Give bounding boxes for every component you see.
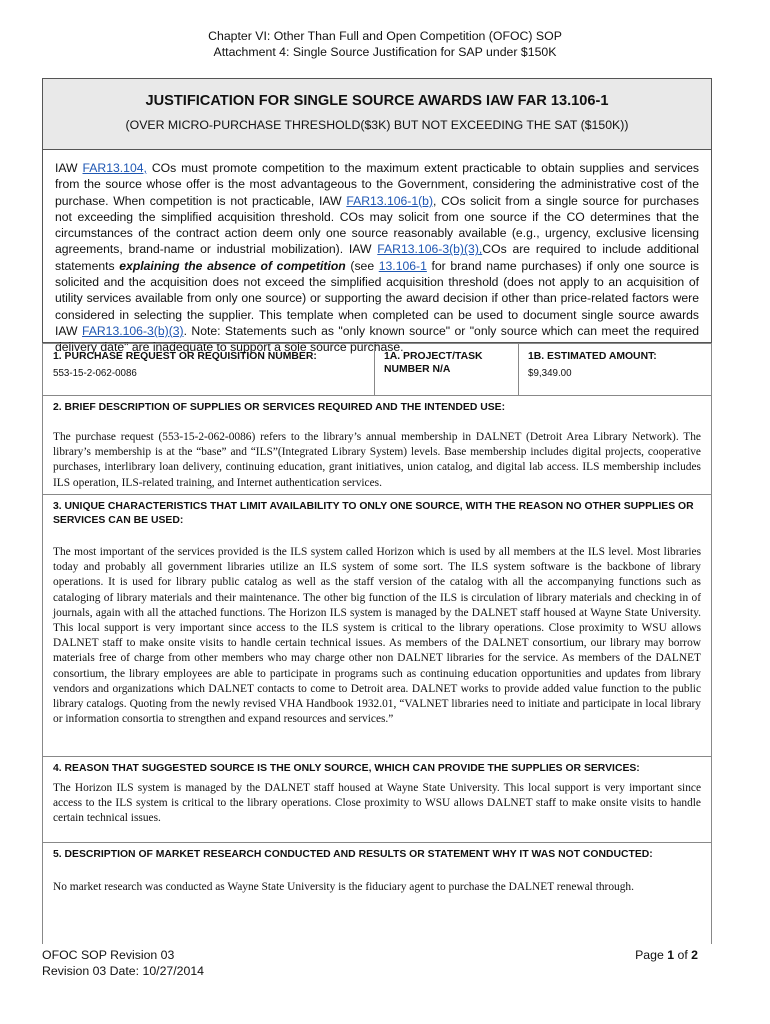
- intro-text: , COs solicit from a single source for purchases not exceeding the simplified acquisition threshold. COs may solicit from one source if the CO determines that the circumstances of the contract action deem only one source reasonably available (e.g., urgency, exclusive licensing agreements, brand-name or industrial mobilization). IAW: [55, 193, 699, 257]
- intro-paragraph: [42, 150, 712, 355]
- purchase-request-label: 1. PURCHASE REQUEST OR REQUISITION NUMBER:: [53, 351, 317, 362]
- far-13-106-1-link[interactable]: 13.106-1: [378, 258, 427, 273]
- intro-text: (see: [345, 258, 379, 273]
- section-3-body[interactable]: The most important of the services provided is the ILS system called Horizon which is used by all members at the ILS level. Most libraries today and probably all government libraries utilize an ILS system of some sort. The ILS system software is the backbone of library operations. It is used for library public catalog as well as the staff version of the catalog with all the accompanying functions such as cataloging of library materials and their maintenance. The other big function of the ILS is circulation of library materials and checking in of journals, again with all the attached functions. The Horizon ILS system is managed by the DALNET staff housed at Wayne State University. This local support is very important since access to the ILS system is critical to the library operations. Close proximity to WSU allows DALNET staff to make onsite visits to handle certain technical issues. As members of the DALNET consortium, our library may borrow materials free of charge from other members who may charge other non DALNET libraries for the service. As members of the DALNET consortium, the library employees are able to participate in programs such as continuing education opportunities and updates from library vendors and organizations which DALNET contacts to come to Detroit area. DALNET works to provide added value function to the public library catalogs. Quoting from the newly revised VHA Handbook 1932.01, “VALNET libraries need to initiate and participate in local library or information consortia to strengthen and expand resources and services.”: [53, 546, 701, 726]
- section-4-heading: 4. REASON THAT SUGGESTED SOURCE IS THE ONLY SOURCE, WHICH CAN PROVIDE THE SUPPLIES OR SERVICES:: [53, 763, 640, 774]
- section-3-unique-characteristics: [42, 495, 712, 757]
- footer-revision: [42, 948, 204, 979]
- purchase-request-value[interactable]: 553-15-2-062-0086: [53, 368, 137, 379]
- section-2-heading: 2. BRIEF DESCRIPTION OF SUPPLIES OR SERVICES REQUIRED AND THE INTENDED USE:: [53, 402, 506, 413]
- estimated-amount-value[interactable]: $9,349.00: [528, 368, 572, 379]
- page-of: of: [674, 948, 692, 962]
- project-task-label-line1: 1A. PROJECT/TASK: [384, 351, 483, 362]
- section-2-body[interactable]: The purchase request (553-15-2-062-0086) refers to the library’s annual membership in DALNET (Detroit Area Library Network). The library’s membership is at the “base” and “ILS”(Integrated Library System) levels. Base membership includes digital projects, cooperative purchases, interlibrary loan delivery, continuing education, grant initiatives, union catalog, and digital lab access. ILS membership includes ILS operation, ILS-related training, and Internet authentication services.: [53, 431, 701, 489]
- far-13-106-3b3-link[interactable]: FAR13.106-3(b)(3),: [377, 242, 483, 257]
- project-task-label: [384, 350, 483, 376]
- section-4-body[interactable]: The Horizon ILS system is managed by the DALNET staff housed at Wayne State University. This local support is very important since access to the ILS system is critical to the library operations. Close proximity to WSU allows DALNET staff to make onsite visits to handle certain technical issues.: [53, 782, 701, 825]
- section-2-description: [42, 396, 712, 495]
- estimated-amount-cell: [518, 344, 711, 395]
- intro-emphasis: explaining the absence of competition: [119, 258, 346, 273]
- section-5-body[interactable]: No market research was conducted as Wayne State University is the fiduciary agent to purchase the DALNET renewal through.: [53, 881, 634, 893]
- section-4-only-source-reason: [42, 757, 712, 843]
- intro-text: COs must promote competition to the maximum extent practicable to obtain supplies and services from the source whose offer is the most advantageous to the Government, considering the administrative cost of the purchase. When competition is not practicable, IAW: [55, 161, 700, 208]
- title-box: [42, 78, 712, 150]
- far-13-106-1b-link[interactable]: FAR13.106-1(b): [346, 193, 434, 208]
- intro-text: . Note: Statements such as "only known source" or "only source which can meet the required delivery date" are inadequate to support a sole source purchase.: [55, 323, 699, 355]
- section-5-market-research: [42, 843, 712, 944]
- footer-revision-number: OFOC SOP Revision 03: [42, 948, 175, 962]
- page-current: 1: [667, 948, 675, 962]
- section-1-purchase-info: [42, 343, 712, 396]
- section-5-heading: 5. DESCRIPTION OF MARKET RESEARCH CONDUCTED AND RESULTS OR STATEMENT WHY IT WAS NOT CONDUCTED:: [53, 849, 653, 860]
- page-number: [635, 948, 698, 962]
- far-13-106-3b3-link-2[interactable]: FAR13.106-3(b)(3): [81, 323, 184, 338]
- project-task-label-line2[interactable]: NUMBER N/A: [384, 364, 451, 375]
- form-title: JUSTIFICATION FOR SINGLE SOURCE AWARDS IAW FAR 13.106-1: [145, 93, 609, 109]
- intro-text: for brand name purchases) if only one source is solicited and the acquisition does not exceed the simplified acquisition threshold (does not apply to an acquisition of utility services available from only one source) or supporting the award decision if other than price-related factors were considered in selecting the supplier. This template when completed can be used to document single source awards IAW: [55, 258, 700, 338]
- intro-text: IAW: [55, 161, 83, 175]
- footer-revision-date: Revision 03 Date: 10/27/2014: [42, 963, 205, 978]
- purchase-request-cell: [43, 344, 375, 395]
- document-header: [0, 28, 770, 60]
- header-chapter-line: Chapter VI: Other Than Full and Open Competition (OFOC) SOP: [208, 29, 562, 43]
- intro-text: COs are required to include additional statements: [55, 242, 699, 273]
- page-label: Page: [635, 948, 668, 962]
- far-13-104-link[interactable]: FAR13.104,: [82, 161, 147, 175]
- section-3-heading: 3. UNIQUE CHARACTERISTICS THAT LIMIT AVAILABILITY TO ONLY ONE SOURCE, WITH THE REASON NO OTHER SUPPLIES OR SERVICES CAN BE USED:: [53, 501, 694, 526]
- form-subtitle: (OVER MICRO-PURCHASE THRESHOLD($3K) BUT NOT EXCEEDING THE SAT ($150K)): [125, 118, 629, 132]
- page-total: 2: [691, 948, 698, 962]
- header-attachment-line: Attachment 4: Single Source Justification for SAP under $150K: [213, 45, 557, 59]
- estimated-amount-label: 1B. ESTIMATED AMOUNT:: [528, 351, 657, 362]
- project-task-cell: [374, 344, 519, 395]
